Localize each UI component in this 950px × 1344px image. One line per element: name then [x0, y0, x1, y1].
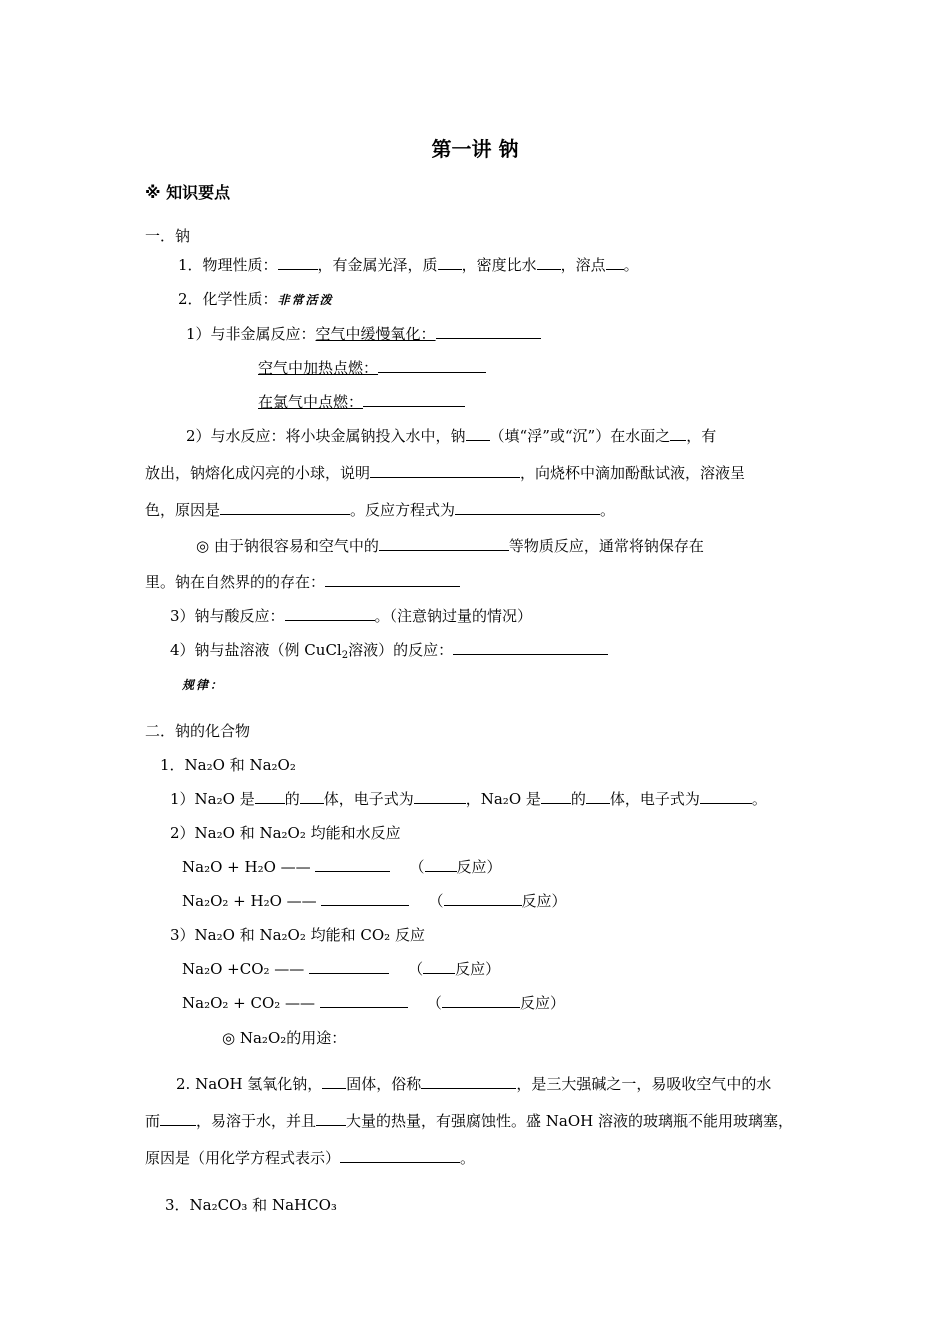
blank[interactable]	[255, 789, 285, 804]
blank[interactable]	[363, 392, 465, 407]
equation-1: Na₂O + H₂O —— （ 反应）	[182, 858, 502, 876]
storage-line2: 里。钠在自然界的的存在：	[145, 572, 460, 592]
blank[interactable]	[436, 324, 541, 339]
water-reaction-line2: 放出，钠熔化成闪亮的小球，说明 ，向烧杯中滴加酚酞试液，溶液呈	[145, 464, 746, 482]
blank[interactable]	[220, 500, 350, 515]
water-reaction-line3: 色，原因是 。反应方程式为 。	[145, 501, 616, 519]
section-header: ※ 知识要点	[145, 183, 231, 202]
equation-3: Na₂O +CO₂ —— （ 反应）	[182, 960, 501, 978]
water-reaction-subheading: 2）Na₂O 和 Na₂O₂ 均能和水反应	[170, 824, 401, 842]
blank[interactable]	[586, 789, 610, 804]
blank[interactable]	[466, 426, 490, 441]
blank[interactable]	[322, 1074, 346, 1089]
salt-reaction-line: 4）钠与盐溶液（例 CuCl$_2$溶液）的反应：	[170, 640, 608, 660]
blank[interactable]	[325, 572, 460, 587]
blank[interactable]	[442, 993, 520, 1008]
item3-heading: 3．Na₂CO₃ 和 NaHCO₃	[165, 1196, 337, 1214]
blank[interactable]	[537, 255, 561, 270]
item1-heading: 1．Na₂O 和 Na₂O₂	[160, 756, 296, 774]
blank[interactable]	[315, 857, 390, 872]
blank[interactable]	[285, 606, 375, 621]
naoh-line1: 2. NaOH 氢氧化钠， 固体，俗称 ，是三大强碱之一，易吸收空气中的水	[176, 1075, 772, 1093]
blank[interactable]	[670, 426, 686, 441]
blank[interactable]	[541, 789, 571, 804]
blank[interactable]	[700, 789, 752, 804]
blank[interactable]	[421, 1074, 516, 1089]
storage-line1: ◎ 由于钠很容易和空气中的 等物质反应，通常将钠保存在	[196, 537, 704, 555]
blank[interactable]	[309, 959, 389, 974]
co2-reaction-subheading: 3）Na₂O 和 Na₂O₂ 均能和 CO₂ 反应	[170, 926, 425, 944]
blank[interactable]	[606, 255, 624, 270]
naoh-line3: 原因是（用化学方程式表示） 。	[145, 1149, 476, 1167]
blank[interactable]	[453, 640, 608, 655]
chlorine-line: 在氯气中点燃：	[258, 392, 465, 412]
blank[interactable]	[340, 1148, 460, 1163]
equation-2: Na₂O₂ + H₂O —— （ 反应）	[182, 892, 567, 910]
acid-reaction-line: 3）钠与酸反应： 。（注意钠过量的情况）	[170, 607, 533, 625]
blank[interactable]	[160, 1111, 196, 1126]
heating-line: 空气中加热点燃：	[258, 358, 486, 378]
na2o2-use-line: ◎ Na₂O₂的用途：	[222, 1029, 347, 1047]
water-reaction-line1: 2）与水反应：将小块金属钠投入水中，钠 （填“浮”或“沉”）在水面之 ，有	[186, 427, 717, 445]
blank[interactable]	[425, 857, 457, 872]
blank[interactable]	[320, 993, 408, 1008]
physical-properties-line: 1．物理性质： ，有金属光泽，质 ，密度比水 ，溶点 。	[178, 256, 639, 274]
blank[interactable]	[321, 891, 409, 906]
blank[interactable]	[438, 255, 462, 270]
blank[interactable]	[278, 255, 318, 270]
part2-heading: 二．钠的化合物	[145, 722, 251, 740]
blank[interactable]	[444, 891, 522, 906]
rule-label: 规律：	[182, 678, 225, 692]
blank[interactable]	[423, 959, 455, 974]
nonmetal-reaction-line: 1）与非金属反应：空气中缓慢氧化：	[186, 324, 541, 344]
naoh-line2: 而 ，易溶于水，并且 大量的热量，有强腐蚀性。盛 NaOH 溶液的玻璃瓶不能用玻璃塞，	[145, 1112, 794, 1130]
chemical-properties-line: 2．化学性质：非常活泼	[178, 290, 334, 308]
blank[interactable]	[316, 1111, 346, 1126]
chemical-note: 非常活泼	[277, 293, 334, 307]
part1-heading: 一．钠	[145, 227, 191, 245]
blank[interactable]	[455, 500, 600, 515]
blank[interactable]	[300, 789, 324, 804]
na2o-question-line: 1）Na₂O 是 的 体，电子式为 ，Na₂O 是 的 体，电子式为 。	[170, 790, 767, 808]
blank[interactable]	[378, 358, 486, 373]
blank[interactable]	[414, 789, 466, 804]
page-title: 第一讲 钠	[431, 137, 519, 161]
equation-4: Na₂O₂ + CO₂ —— （ 反应）	[182, 994, 565, 1012]
blank[interactable]	[379, 536, 509, 551]
blank[interactable]	[370, 463, 520, 478]
